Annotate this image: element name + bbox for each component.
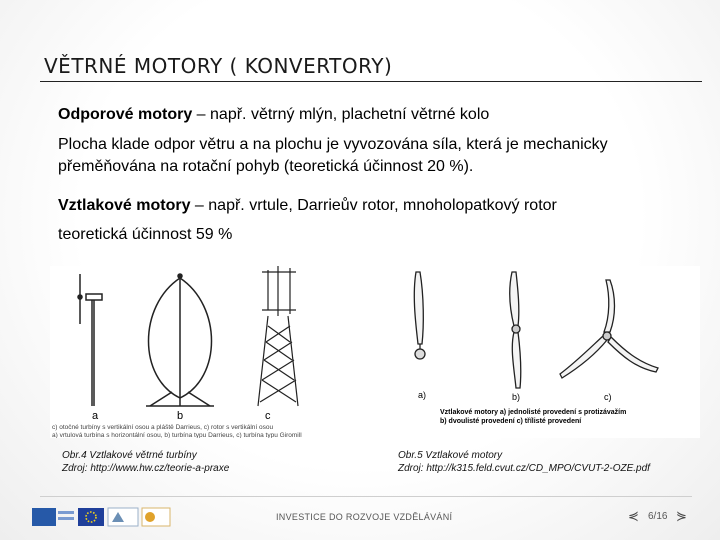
drag-motors-heading: Odporové motory: [58, 106, 193, 123]
drag-description-line-2: přeměňována na rotační pohyb (teoretická účinnost 20 %).: [58, 158, 474, 175]
turbine-darrieus: [146, 274, 214, 406]
figure2-caption: [398, 449, 650, 475]
figure1-bottom-text-2: a) vrtulová turbína s horizontální osou, b) turbína typu Darrieus, c) turbína typu Giromill: [52, 432, 302, 438]
next-slide-icon[interactable]: ⋟: [676, 508, 687, 523]
footer-logos: [30, 505, 172, 529]
figure2-description-2: b) dvoulisté provedení c) třílisté provedení: [440, 418, 582, 425]
figure1-caption-source: Zdroj: http://www.hw.cz/teorie-a-praxe: [62, 463, 230, 474]
msmt-logo: [108, 508, 138, 526]
figure2-caption-source: Zdroj: http://k315.feld.cvut.cz/CD_MPO/CVUT-2-OZE.pdf: [398, 463, 650, 474]
drag-motors-examples: – např. větrný mlýn, plachetní větrné kolo: [192, 106, 490, 123]
turbine-giromill: [258, 266, 298, 406]
paragraph-drag-motors: [58, 104, 489, 126]
title-underline: [40, 81, 702, 82]
page-number: 6/16: [648, 511, 668, 522]
blade-configurations-drawing: [386, 266, 700, 438]
figure2-label-c: c): [604, 392, 612, 402]
footer-divider: [40, 496, 692, 497]
figure2-caption-title: Obr.5 Vztlakové motory: [398, 450, 503, 461]
blade-double: [510, 272, 521, 388]
slide-title: VĚTRNÉ MOTORY ( KONVERTORY): [44, 54, 393, 78]
figure1-label-a: a: [92, 410, 99, 422]
figure1-label-b: b: [177, 410, 184, 422]
turbine-horizontal-axis: [78, 274, 102, 406]
drag-description-line-1: Plocha klade odpor větru a na plochu je vyvozována síla, která je mechanicky: [58, 136, 608, 153]
figure2-label-b: b): [512, 392, 521, 402]
paragraph-drag-description: [58, 134, 608, 178]
logo-strip: [30, 505, 172, 529]
figure2-label-a: a): [418, 390, 427, 400]
blade-single-counterweight: [414, 272, 425, 359]
esf-logo: [32, 508, 74, 526]
lift-motors-heading: Vztlakové motory: [58, 197, 191, 214]
lift-motors-examples: – např. vrtule, Darrieův rotor, mnoholopatkový rotor: [190, 197, 557, 214]
prev-slide-icon[interactable]: ⋞: [628, 508, 639, 523]
footer-text: INVESTICE DO ROZVOJE VZDĚLÁVÁNÍ: [276, 512, 453, 522]
paragraph-lift-motors: [58, 195, 557, 217]
figure1-bottom-text-1: c) otočné turbíny s vertikální osou a pláště Darrieus, c) rotor s vertikální osou: [52, 424, 274, 431]
wind-turbines-drawing: [50, 266, 370, 438]
figure-wind-turbines: [50, 266, 370, 438]
figure-blade-configurations: [386, 266, 700, 438]
figure2-description-1: Vztlakové motory a) jednolisté provedení s protizávažím: [440, 409, 627, 416]
figure1-caption: [62, 449, 229, 475]
figure1-label-c: c: [265, 410, 271, 422]
figure1-caption-title: Obr.4 Vztlakové větrné turbíny: [62, 450, 197, 461]
op-vk-logo: [142, 508, 170, 526]
blade-triple: [560, 280, 658, 378]
paragraph-lift-efficiency: teoretická účinnost 59 %: [58, 226, 233, 243]
eu-flag-logo: [78, 508, 104, 526]
